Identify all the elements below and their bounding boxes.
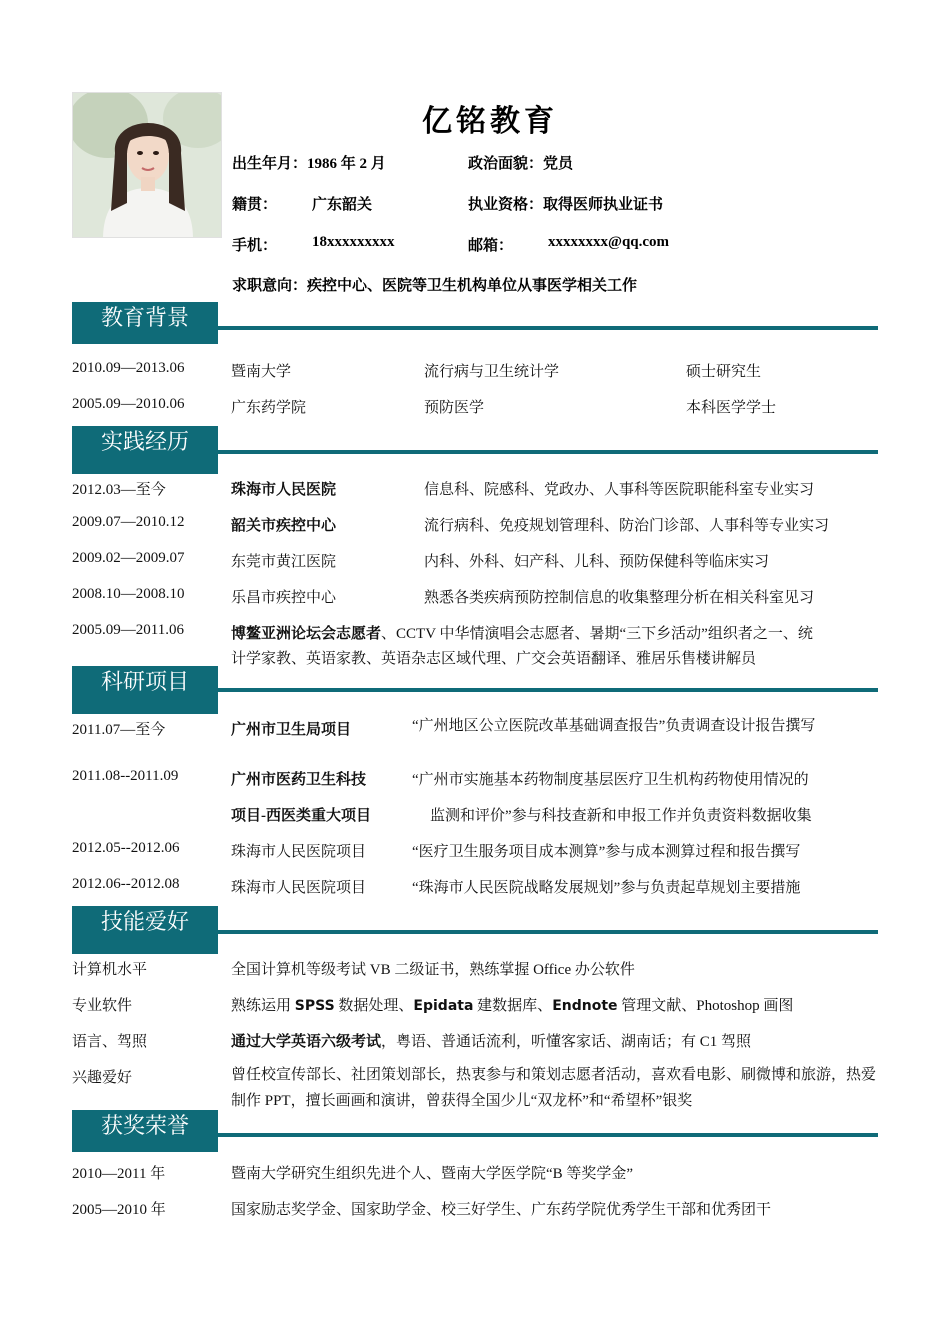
practice-2-org: 韶关市疾控中心 [231, 518, 337, 534]
research-2-date: 2011.08--2011.09 [72, 768, 179, 784]
practice-2-date: 2009.07—2010.12 [72, 514, 185, 530]
research-3-org: 项目-西医类重大项目 [231, 808, 371, 824]
edu-2-degree: 本科医学学士 [686, 400, 777, 416]
resume-title: 亿铭教育 [422, 104, 558, 139]
practice-3-org: 东莞市黄江医院 [231, 554, 337, 570]
volunteer-bold: 博鳌亚洲论坛会志愿者 [231, 626, 382, 642]
research-2-org: 广州市医药卫生科技 [231, 772, 367, 788]
software-spss: SPSS [294, 998, 335, 1014]
practice-4-desc: 熟悉各类疾病预防控制信息的收集整理分析在相关科室见习 [424, 590, 815, 606]
volunteer-line-2: 计学家教、英语家教、英语杂志区域代理、广交会英语翻译、雅居乐售楼讲解员 [231, 651, 757, 667]
portrait-image [73, 93, 222, 238]
section-awards-title: 获奖荣誉 [72, 1110, 218, 1152]
edu-1-school: 暨南大学 [231, 364, 292, 380]
practice-1-desc: 信息科、院感科、党政办、人事科等医院职能科室专业实习 [424, 482, 815, 498]
practice-1-org: 珠海市人民医院 [231, 482, 337, 498]
edu-1-degree: 硕士研究生 [686, 364, 762, 380]
research-5-date: 2012.06--2012.08 [72, 876, 180, 892]
objective-info: 求职意向：疾控中心、医院等卫生机构单位从事医学相关工作 [232, 278, 638, 294]
volunteer-date: 2005.09—2011.06 [72, 622, 184, 638]
software-epidata: Epidata [413, 998, 474, 1014]
skill-hobby-value: 曾任校宣传部长、社团策划部长，热衷参与和策划志愿者活动，喜欢看电影、刷微博和旅游，热爱制作 PPT，擅长画画和演讲，曾获得全国少儿“双龙杯”和“希望杯”银奖 [231, 1067, 877, 1109]
research-4-date: 2012.05--2012.06 [72, 840, 180, 856]
section-practice-line [218, 450, 878, 454]
skill-language-value [231, 1030, 751, 1051]
edu-1-date: 2010.09—2013.06 [72, 360, 185, 376]
birth-info: 出生年月：1986 年 2 月 [232, 156, 386, 172]
politics-info: 政治面貌：党员 [468, 156, 574, 172]
practice-4-org: 乐昌市疾控中心 [231, 590, 337, 606]
award-1-desc: 暨南大学研究生组织先进个人、暨南大学医学院“B 等奖学金” [231, 1166, 634, 1182]
email-value: xxxxxxxx@qq.com [548, 234, 670, 250]
section-practice-title: 实践经历 [72, 426, 218, 474]
phone-label: 手机： [232, 238, 278, 254]
research-1-date: 2011.07—至今 [72, 722, 166, 738]
section-education-title: 教育背景 [72, 302, 218, 344]
email-label: 邮箱： [468, 238, 514, 254]
research-4-desc: “医疗卫生服务项目成本测算”参与成本测算过程和报告撰写 [412, 844, 801, 860]
edu-2-date: 2005.09—2010.06 [72, 396, 185, 412]
software-text-2: 数据处理、 [334, 998, 414, 1014]
volunteer-line-1 [231, 622, 813, 643]
skill-software-value [231, 994, 793, 1015]
research-5-desc: “珠海市人民医院战略发展规划”参与负责起草规划主要措施 [412, 880, 801, 896]
software-text-3: 建数据库、 [473, 998, 553, 1014]
volunteer-rest: 、CCTV 中华情演唱会志愿者、暑期“三下乡活动”组织者之一、统 [381, 626, 813, 642]
section-education-line [218, 326, 878, 330]
skill-language-label: 语言、驾照 [72, 1034, 148, 1050]
research-2-desc: “广州市实施基本药物制度基层医疗卫生机构药物使用情况的 [412, 772, 809, 788]
software-text-1: 熟练运用 [231, 998, 295, 1014]
award-1-date: 2010—2011 年 [72, 1166, 166, 1182]
software-endnote: Endnote [552, 998, 618, 1014]
section-research-line [218, 688, 878, 692]
section-skills-line [218, 930, 878, 934]
skill-computer-label: 计算机水平 [72, 962, 148, 978]
practice-2-desc: 流行病科、免疫规划管理科、防治门诊部、人事科等专业实习 [424, 518, 830, 534]
award-2-date: 2005—2010 年 [72, 1202, 166, 1218]
profile-photo [72, 92, 222, 238]
practice-1-date: 2012.03—至今 [72, 482, 166, 498]
research-5-org: 珠海市人民医院项目 [231, 880, 367, 896]
research-3-desc: 监测和评价”参与科技查新和申报工作并负责资料数据收集 [430, 808, 812, 824]
practice-3-desc: 内科、外科、妇产科、儿科、预防保健科等临床实习 [424, 554, 770, 570]
edu-2-school: 广东药学院 [231, 400, 307, 416]
phone-value: 18xxxxxxxxx [312, 234, 395, 250]
skill-software-label: 专业软件 [72, 998, 133, 1014]
section-research-title: 科研项目 [72, 666, 218, 714]
skill-hobby-label: 兴趣爱好 [72, 1070, 133, 1086]
software-text-4: 管理文献、Photoshop 画图 [617, 998, 794, 1014]
language-bold: 通过大学英语六级考试 [231, 1034, 382, 1050]
research-1-org: 广州市卫生局项目 [231, 722, 352, 738]
origin-label: 籍贯： [232, 197, 278, 213]
award-2-desc: 国家励志奖学金、国家助学金、校三好学生、广东药学院优秀学生干部和优秀团干 [231, 1202, 772, 1218]
license-info: 执业资格：取得医师执业证书 [468, 197, 664, 213]
research-1-desc: “广州地区公立医院改革基础调查报告”负责调查设计报告撰写 [412, 718, 816, 734]
origin-value: 广东韶关 [312, 197, 373, 213]
language-rest: ，粤语、普通话流利，听懂客家话、湖南话；有 C1 驾照 [381, 1034, 752, 1050]
practice-4-date: 2008.10—2008.10 [72, 586, 185, 602]
section-awards-line [218, 1133, 878, 1137]
research-4-org: 珠海市人民医院项目 [231, 844, 367, 860]
skill-computer-value: 全国计算机等级考试 VB 二级证书，熟练掌握 Office 办公软件 [231, 962, 635, 978]
edu-1-major: 流行病与卫生统计学 [424, 364, 560, 380]
section-skills-title: 技能爱好 [72, 906, 218, 954]
practice-3-date: 2009.02—2009.07 [72, 550, 185, 566]
edu-2-major: 预防医学 [424, 400, 485, 416]
